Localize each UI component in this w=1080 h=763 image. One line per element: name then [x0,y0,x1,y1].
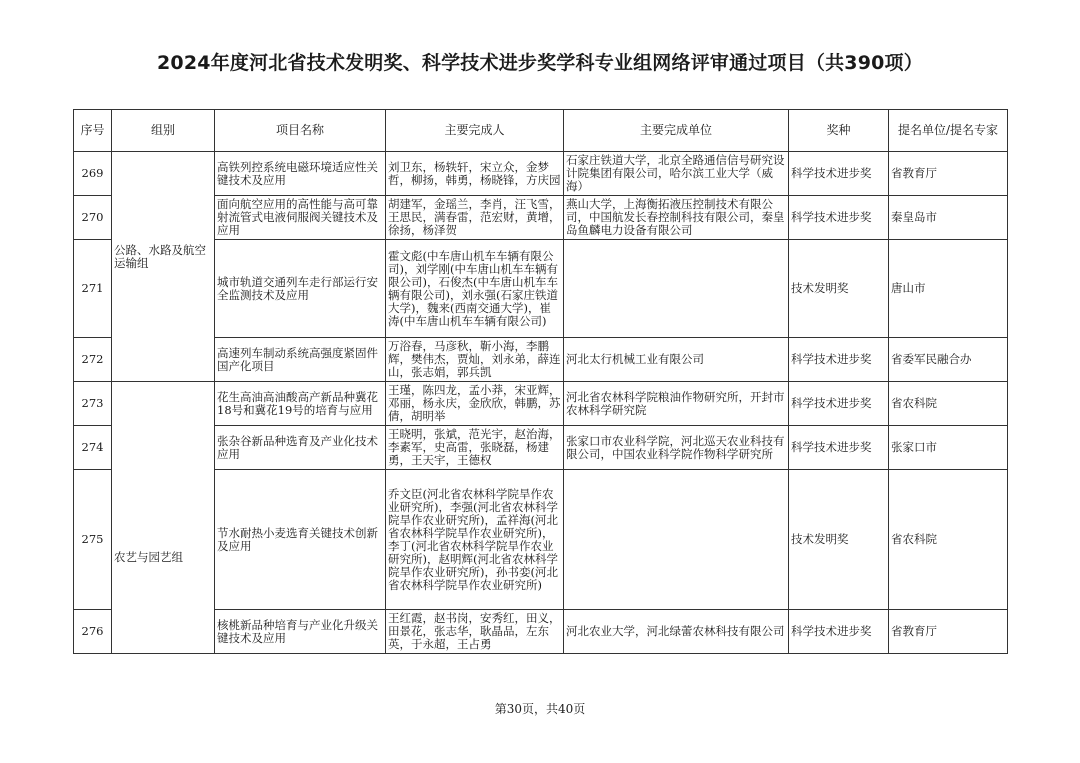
project-units: 河北省农林科学院粮油作物研究所，开封市农林科学研究院 [564,382,789,426]
project-name: 张杂谷新品种选育及产业化技术应用 [215,426,386,470]
nominator: 秦皇岛市 [889,196,1008,240]
project-name: 面向航空应用的高性能与高可靠射流管式电液伺服阀关键技术及应用 [215,196,386,240]
nominator: 省教育厅 [889,610,1008,654]
project-units: 燕山大学，上海衡拓液压控制技术有限公司，中国航发长春控制科技有限公司，秦皇岛鱼麟电力设备有限公司 [564,196,789,240]
table-row [74,426,1008,470]
row-no: 276 [74,610,112,654]
project-name: 核桃新品种培育与产业化升级关键技术及应用 [215,610,386,654]
project-people: 王瑾，陈四龙，孟小莽，宋亚辉，邓丽，杨永庆，金欣欣，韩鹏，苏倩，胡明举 [386,382,564,426]
document-title: 2024年度河北省技术发明奖、科学技术进步奖学科专业组网络评审通过项目（共390项） [157,52,923,74]
header-group: 组别 [112,110,215,152]
nominator: 省农科院 [889,470,1008,610]
group-label: 公路、水路及航空运输组 [114,242,206,270]
header-nominator: 提名单位/提名专家 [889,110,1008,152]
project-people: 胡建军，金瑶兰，李肖，汪飞雪，王思民，满春雷，范宏财，黄增，徐扬，杨泽贺 [386,196,564,240]
project-units [564,240,789,338]
award-type: 科学技术进步奖 [789,152,889,196]
project-people: 刘卫东，杨轶轩，宋立众，金梦哲，柳扬，韩勇，杨晓锋，方庆园 [386,152,564,196]
project-name: 高速列车制动系统高强度紧固件国产化项目 [215,338,386,382]
award-type: 科学技术进步奖 [789,426,889,470]
row-no: 270 [74,196,112,240]
header-name: 项目名称 [215,110,386,152]
award-type: 科学技术进步奖 [789,382,889,426]
table-row [74,470,1008,610]
project-people: 霍文彪(中车唐山机车车辆有限公司)，刘学刚(中车唐山机车车辆有限公司)，石俊杰(中车唐山机车车辆有限公司)，刘永强(石家庄铁道大学)，魏来(西南交通大学)，崔涛(中车唐山机车车辆有限公司) [386,240,564,338]
table-row [74,610,1008,654]
table-row [74,152,1008,196]
row-no: 275 [74,470,112,610]
header-units: 主要完成单位 [564,110,789,152]
award-type: 技术发明奖 [789,240,889,338]
projects-table [73,109,1008,654]
row-no: 272 [74,338,112,382]
project-people: 乔文臣(河北省农林科学院旱作农业研究所)，李强(河北省农林科学院旱作农业研究所)，孟祥海(河北省农林科学院旱作农业研究所)，李丁(河北省农林科学院旱作农业研究所)，赵明辉(河北省农林科学院旱作农业研究所)，孙书娈(河北省农林科学院旱作农业研究所) [386,470,564,610]
header-no: 序号 [74,110,112,152]
header-award: 奖种 [789,110,889,152]
row-no: 274 [74,426,112,470]
project-units [564,470,789,610]
project-name: 节水耐热小麦选育关键技术创新及应用 [215,470,386,610]
header-people: 主要完成人 [386,110,564,152]
award-type: 科学技术进步奖 [789,610,889,654]
nominator: 省教育厅 [889,152,1008,196]
group-label: 农艺与园艺组 [114,550,183,564]
table-row [74,196,1008,240]
page-number: 第30页，共40页 [494,702,586,716]
row-no: 269 [74,152,112,196]
nominator: 张家口市 [889,426,1008,470]
nominator: 省委军民融合办 [889,338,1008,382]
project-name: 高铁列控系统电磁环境适应性关键技术及应用 [215,152,386,196]
row-no: 273 [74,382,112,426]
project-units: 石家庄铁道大学，北京全路通信信号研究设计院集团有限公司，哈尔滨工业大学（威海） [564,152,789,196]
project-people: 王晓明，张斌，范光宇，赵治海，李素军，史高雷，张晓磊，杨建勇，王天宇，王德权 [386,426,564,470]
table-row [74,382,1008,426]
row-no: 271 [74,240,112,338]
group-cell [112,382,215,654]
header-row [74,110,1008,152]
nominator: 唐山市 [889,240,1008,338]
project-name: 城市轨道交通列车走行部运行安全监测技术及应用 [215,240,386,338]
project-name: 花生高油高油酸高产新品种冀花18号和冀花19号的培育与应用 [215,382,386,426]
group-cell [112,152,215,382]
project-people: 王红霞，赵书岗，安秀红，田义，田景花，张志华，耿晶品，左东英，于永超，王占勇 [386,610,564,654]
table-row [74,338,1008,382]
nominator: 省农科院 [889,382,1008,426]
project-people: 万浴春，马彦秋，靳小海，李鹏辉，樊伟杰，贾灿，刘永弟，薛连山，张志娟，郭兵凯 [386,338,564,382]
project-units: 张家口市农业科学院，河北巡天农业科技有限公司，中国农业科学院作物科学研究所 [564,426,789,470]
award-type: 科学技术进步奖 [789,338,889,382]
table-row [74,240,1008,338]
project-units: 河北农业大学，河北绿蕾农林科技有限公司 [564,610,789,654]
award-type: 科学技术进步奖 [789,196,889,240]
award-type: 技术发明奖 [789,470,889,610]
project-units: 河北太行机械工业有限公司 [564,338,789,382]
